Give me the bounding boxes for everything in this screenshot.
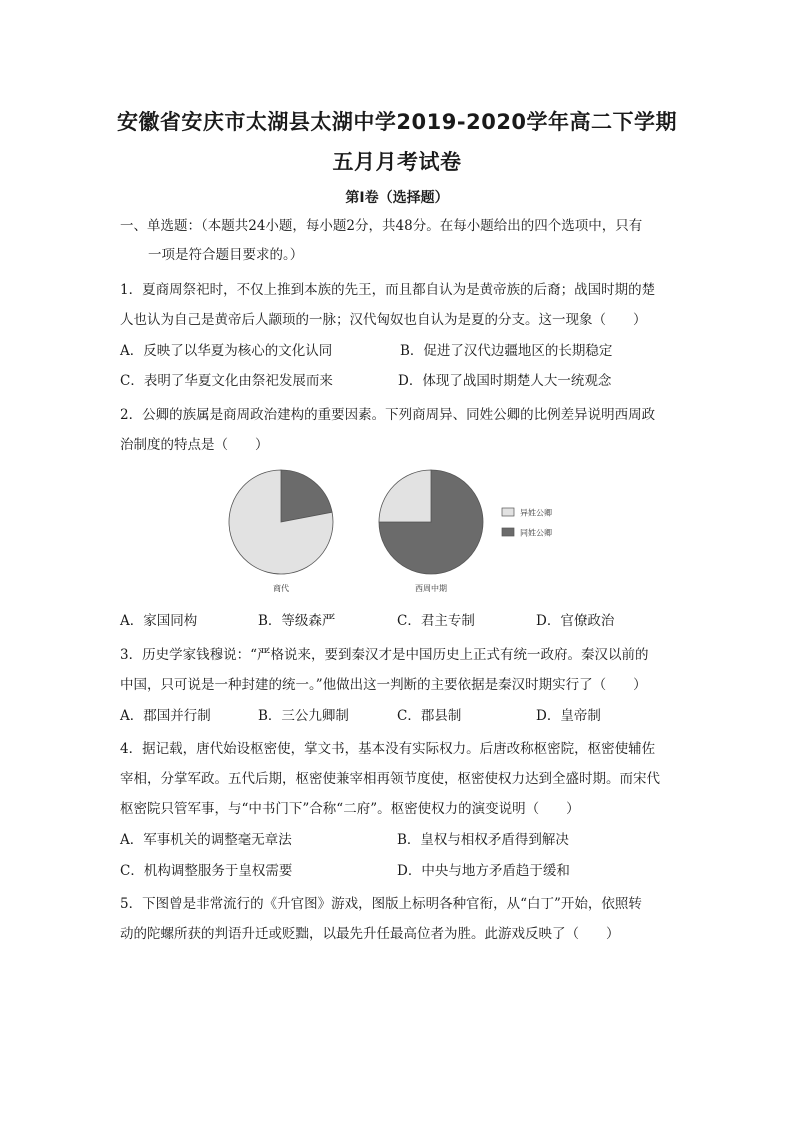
- q3-stem-line2: 中国，只可说是一种封建的统一。”他做出这一判断的主要依据是秦汉时期实行了（ ）: [120, 677, 647, 693]
- q5-stem-line2: 动的陀螺所获的判语升迁或贬黜，以最先升任最高位者为胜。此游戏反映了（ ）: [120, 926, 620, 942]
- q3-option-a: A．郡国并行制: [120, 708, 211, 724]
- q2-stem-line2: 治制度的特点是（ ）: [120, 437, 269, 453]
- instructions-line2: 一项是符合题目要求的。）: [148, 247, 304, 263]
- legend-swatch: [502, 508, 514, 516]
- q3-option-d: D．皇帝制: [536, 708, 601, 724]
- q1-stem-line1: 1．夏商周祭祀时，不仅上推到本族的先王，而且都自认为是黄帝族的后裔；战国时期的楚: [120, 282, 656, 298]
- instructions-line1: 一、单选题：（本题共24小题，每小题2分，共48分。在每小题给出的四个选项中，只有: [120, 218, 643, 234]
- legend-label: 异姓公卿: [520, 508, 552, 518]
- pie-label: 西周中期: [415, 584, 447, 593]
- q4-option-d: D．中央与地方矛盾趋于缓和: [397, 863, 570, 879]
- exam-title: 安徽省安庆市太湖县太湖中学2019-2020学年高二下学期: [116, 110, 678, 134]
- q4-option-b: B．皇权与相权矛盾得到解决: [397, 832, 569, 848]
- legend-label: 同姓公卿: [520, 528, 552, 538]
- q2-option-b: B．等级森严: [258, 613, 336, 629]
- q1-option-a: A．反映了以华夏为核心的文化认同: [120, 343, 333, 359]
- q5-stem-line1: 5．下图曾是非常流行的《升官图》游戏，图版上标明各种官衔，从“白丁”开始，依照转: [120, 896, 642, 912]
- q4-option-c: C．机构调整服务于皇权需要: [120, 863, 293, 879]
- q1-option-c: C．表明了华夏文化由祭祀发展而来: [120, 373, 333, 389]
- q2-option-d: D．官僚政治: [536, 613, 615, 629]
- q4-stem-line2: 宰相，分掌军政。五代后期，枢密使兼宰相再领节度使，枢密使权力达到全盛时期。而宋代: [120, 771, 660, 787]
- q3-stem-line1: 3．历史学家钱穆说：“严格说来，要到秦汉才是中国历史上正式有统一政府。秦汉以前的: [120, 647, 649, 663]
- q1-stem-line2: 人也认为自己是黄帝后人颛顼的一脉；汉代匈奴也自认为是夏的分支。这一现象（ ）: [120, 312, 647, 328]
- q2-stem-line1: 2．公卿的族属是商周政治建构的重要因素。下列商周异、同姓公卿的比例差异说明西周政: [120, 407, 656, 423]
- q4-stem-line3: 枢密院只管军事，与“中书门下”合称“二府”。枢密使权力的演变说明（ ）: [120, 801, 580, 817]
- q3-option-b: B．三公九卿制: [258, 708, 349, 724]
- pie-slice-2-different-surname: [379, 470, 431, 522]
- q4-option-a: A．军事机关的调整毫无章法: [120, 832, 292, 848]
- q1-option-d: D．体现了战国时期楚人大一统观念: [398, 373, 612, 389]
- section-heading: 第I卷（选择题）: [345, 190, 449, 206]
- q2-option-a: A．家国同构: [120, 613, 198, 629]
- exam-title-line2: 五月月考试卷: [332, 150, 462, 174]
- legend-swatch: [502, 528, 514, 536]
- pie-label: 商代: [273, 584, 289, 593]
- q3-option-c: C．郡县制: [397, 708, 462, 724]
- pie-chart: [222, 462, 582, 602]
- q2-option-c: C．君主专制: [397, 613, 475, 629]
- q1-option-b: B．促进了汉代边疆地区的长期稳定: [400, 343, 613, 359]
- q4-stem-line1: 4．据记载，唐代始设枢密使，掌文书，基本没有实际权力。后唐改称枢密院，枢密使辅佐: [120, 741, 656, 757]
